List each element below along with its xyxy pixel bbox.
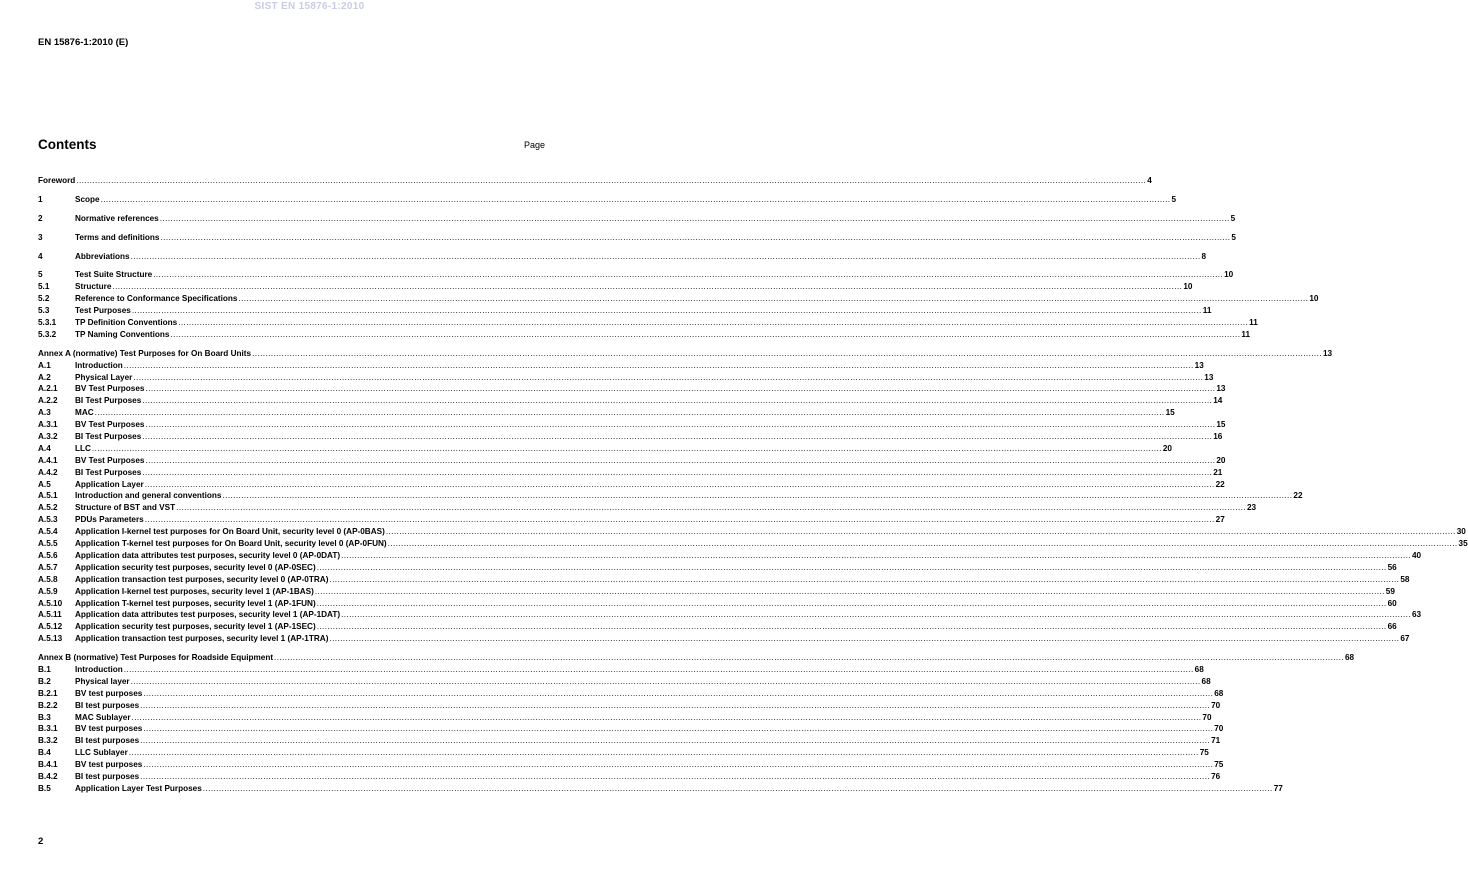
dot-leader: ................................................................................................................................................................................................................................................................................................................................................................................................................ (142, 432, 1213, 442)
toc-entry-page: 10 (1309, 294, 1319, 304)
toc-entry-page: 11 (1249, 318, 1258, 328)
toc-entry-number: A.5.3 (38, 515, 58, 525)
dot-leader: ................................................................................................................................................................................................................................................................................................................................................................................................................ (316, 562, 1387, 572)
toc-entry[interactable] (38, 526, 1466, 538)
toc-entry-page: 75 (1214, 760, 1224, 770)
toc-entry-page: 56 (1387, 562, 1397, 572)
toc-entry-title[interactable]: Test Purposes (75, 306, 131, 316)
toc-entry[interactable] (38, 621, 1397, 633)
toc-entry-title[interactable]: BV test purposes (75, 688, 143, 698)
toc-entry-title[interactable]: BI test purposes (75, 736, 140, 746)
toc-entry-page: 70 (1211, 700, 1221, 710)
toc-entry-number: A.5.4 (38, 527, 58, 537)
toc-entry-page: 66 (1387, 622, 1397, 632)
toc-entry-page: 22 (1215, 479, 1225, 489)
toc-entry-page: 13 (1194, 360, 1204, 370)
toc-entry[interactable] (38, 490, 1303, 502)
toc-entry-title[interactable]: MAC Sublayer (75, 712, 131, 722)
dot-leader: ................................................................................................................................................................................................................................................................................................................................................................................................................ (123, 360, 1194, 370)
dot-leader: ................................................................................................................................................................................................................................................................................................................................................................................................................ (252, 348, 1322, 358)
toc-entry-number: 5 (38, 270, 43, 280)
toc-entry[interactable] (38, 783, 1283, 795)
toc-entry[interactable] (38, 759, 1224, 771)
toc-entry-number: A.5.5 (38, 539, 58, 549)
toc-entry[interactable] (38, 652, 1355, 664)
dot-leader: ................................................................................................................................................................................................................................................................................................................................................................................................................ (170, 329, 1241, 339)
toc-entry-title[interactable]: BI Test Purposes (75, 396, 142, 406)
toc-entry[interactable] (38, 609, 1422, 621)
dot-leader: ................................................................................................................................................................................................................................................................................................................................................................................................................ (133, 372, 1204, 382)
toc-entry-number: A.2 (38, 372, 51, 382)
toc-entry-number: A.4.1 (38, 455, 58, 465)
toc-entry-title[interactable]: Annex B (normative) Test Purposes for Roadside Equipment (38, 653, 274, 663)
toc-entry-number: B.4 (38, 748, 51, 758)
toc-entry-page: 67 (1400, 634, 1410, 644)
toc-entry-title[interactable]: MAC (75, 408, 94, 418)
toc-entry-page: 63 (1412, 610, 1422, 620)
table-of-contents (38, 175, 1468, 795)
toc-entry-title[interactable]: Application T-kernel test purposes, security level 1 (AP-1FUN) (75, 598, 316, 608)
dot-leader: ................................................................................................................................................................................................................................................................................................................................................................................................................ (222, 491, 1293, 501)
toc-entry-title[interactable]: Application transaction test purposes, security level 0 (AP-0TRA) (75, 574, 329, 584)
toc-entry-number: A.5.8 (38, 574, 58, 584)
toc-entry-number: A.5.13 (38, 634, 63, 644)
toc-entry-title[interactable]: Application I-kernel test purposes for On Board Unit, security level 0 (AP-0BAS) (75, 527, 385, 537)
toc-entry[interactable] (38, 372, 1214, 384)
toc-entry-page: 15 (1216, 420, 1226, 430)
toc-entry-page: 60 (1387, 598, 1397, 608)
toc-entry-page: 4 (1147, 176, 1152, 185)
toc-entry-number: 4 (38, 251, 43, 261)
toc-entry-title[interactable]: Normative references (75, 213, 159, 223)
toc-entry-page: 35 (1458, 539, 1468, 549)
toc-entry[interactable] (38, 419, 1226, 431)
toc-entry-title[interactable]: Application data attributes test purposes, security level 0 (AP-0DAT) (75, 550, 341, 560)
toc-entry-page: 21 (1213, 467, 1223, 477)
toc-entry[interactable] (38, 562, 1397, 574)
toc-entry[interactable] (38, 538, 1468, 550)
page-title: Contents (38, 137, 97, 152)
toc-entry[interactable] (38, 688, 1224, 700)
toc-entry-page: 68 (1214, 688, 1224, 698)
toc-entry-page: 5 (1171, 194, 1177, 204)
dot-leader: ................................................................................................................................................................................................................................................................................................................................................................................................................ (316, 598, 1387, 608)
toc-entry-title[interactable]: Application transaction test purposes, security level 1 (AP-1TRA) (75, 634, 329, 644)
toc-entry-number: 5.3.2 (38, 329, 57, 339)
dot-leader: ................................................................................................................................................................................................................................................................................................................................................................................................................ (140, 700, 1211, 710)
toc-entry-number: A.2.2 (38, 396, 58, 406)
toc-entry-title[interactable]: PDUs Parameters (75, 515, 144, 525)
dot-leader: ................................................................................................................................................................................................................................................................................................................................................................................................................ (238, 294, 1309, 304)
toc-entry-number: A.5.2 (38, 503, 58, 513)
toc-entry[interactable] (38, 574, 1410, 586)
toc-entry[interactable] (38, 455, 1226, 467)
toc-entry-title[interactable]: BV Test Purposes (75, 384, 145, 394)
toc-entry-number: A.5.7 (38, 562, 58, 572)
toc-entry-title[interactable]: Application Layer (75, 479, 144, 489)
toc-entry-number: A.5.1 (38, 491, 58, 501)
toc-entry-title[interactable]: Physical layer (75, 676, 130, 686)
toc-entry-page: 8 (1201, 251, 1207, 261)
dot-leader: ................................................................................................................................................................................................................................................................................................................................................................................................................ (176, 503, 1246, 513)
toc-entry-title[interactable]: Structure (75, 282, 112, 292)
toc-entry-number: B.2.2 (38, 700, 58, 710)
toc-entry[interactable] (38, 360, 1204, 372)
toc-entry-page: 14 (1213, 396, 1223, 406)
dot-leader: ................................................................................................................................................................................................................................................................................................................................................................................................................ (143, 688, 1214, 698)
dot-leader: ................................................................................................................................................................................................................................................................................................................................................................................................................ (128, 748, 1199, 758)
toc-entry[interactable] (38, 232, 1236, 244)
toc-entry-title[interactable]: TP Definition Conventions (75, 318, 178, 328)
toc-entry-title[interactable]: Reference to Conformance Specifications (75, 294, 238, 304)
toc-entry-page: 23 (1246, 503, 1257, 513)
toc-entry-title[interactable]: BV test purposes (75, 760, 143, 770)
dot-leader: ................................................................................................................................................................................................................................................................................................................................................................................................................ (341, 550, 1411, 560)
toc-entry[interactable] (38, 443, 1172, 455)
toc-entry-page: 16 (1213, 432, 1223, 442)
toc-entry-title[interactable]: BI test purposes (75, 700, 140, 710)
toc-entry-title[interactable]: Structure of BST and VST (75, 503, 176, 513)
toc-entry[interactable] (38, 293, 1319, 305)
toc-entry-page: 22 (1293, 491, 1303, 501)
toc-entry[interactable] (38, 269, 1234, 281)
toc-entry[interactable] (38, 467, 1223, 479)
dot-leader: ................................................................................................................................................................................................................................................................................................................................................................................................................ (329, 634, 1400, 644)
toc-entry-page: 68 (1201, 676, 1211, 686)
toc-entry-title[interactable]: BV Test Purposes (75, 455, 145, 465)
dot-leader: ................................................................................................................................................................................................................................................................................................................................................................................................................ (341, 610, 1411, 620)
toc-entry-page: 71 (1211, 736, 1221, 746)
dot-leader: ................................................................................................................................................................................................................................................................................................................................................................................................................ (145, 455, 1216, 465)
document-header: EN 15876-1:2010 (E) (38, 37, 129, 48)
toc-entry-number: 5.1 (38, 282, 50, 292)
toc-entry[interactable] (38, 305, 1212, 317)
toc-entry-page: 20 (1162, 443, 1172, 453)
toc-entry-number: B.3.1 (38, 724, 58, 734)
toc-entry-page: 20 (1216, 455, 1226, 465)
toc-entry-number: A.5.9 (38, 586, 58, 596)
dot-leader: ................................................................................................................................................................................................................................................................................................................................................................................................................ (131, 712, 1202, 722)
dot-leader: ................................................................................................................................................................................................................................................................................................................................................................................................................ (91, 443, 1162, 453)
toc-entry-title[interactable]: TP Naming Conventions (75, 329, 170, 339)
toc-entry-page: 77 (1273, 783, 1283, 793)
toc-entry[interactable] (38, 771, 1221, 783)
toc-entry[interactable] (38, 281, 1193, 293)
toc-entry-number: 5.3.1 (38, 318, 57, 328)
dot-leader: ................................................................................................................................................................................................................................................................................................................................................................................................................ (142, 467, 1213, 477)
toc-entry-number: A.5 (38, 479, 51, 489)
dot-leader: ................................................................................................................................................................................................................................................................................................................................................................................................................ (143, 760, 1214, 770)
toc-entry[interactable] (38, 598, 1397, 610)
toc-entry-number: A.3.1 (38, 420, 58, 430)
toc-entry-title[interactable]: LLC (75, 443, 91, 453)
toc-entry-number: A.4.2 (38, 467, 58, 477)
dot-leader: ................................................................................................................................................................................................................................................................................................................................................................................................................ (145, 420, 1216, 430)
dot-leader: ................................................................................................................................................................................................................................................................................................................................................................................................................ (145, 384, 1216, 394)
watermark: SIST EN 15876-1:2010 (254, 1, 365, 12)
toc-entry-title[interactable]: Application security test purposes, security level 1 (AP-1SEC) (75, 622, 316, 632)
dot-leader: ................................................................................................................................................................................................................................................................................................................................................................................................................ (144, 479, 1215, 489)
toc-entry-title[interactable]: Physical Layer (75, 372, 133, 382)
toc-entry-title[interactable]: Terms and definitions (75, 232, 160, 242)
dot-leader: ................................................................................................................................................................................................................................................................................................................................................................................................................ (142, 396, 1213, 406)
toc-entry-number: 3 (38, 232, 43, 242)
dot-leader: ................................................................................................................................................................................................................................................................................................................................................................................................................ (387, 539, 1458, 549)
dot-leader: ................................................................................................................................................................................................................................................................................................................................................................................................................ (329, 574, 1400, 584)
dot-leader: ................................................................................................................................................................................................................................................................................................................................................................................................................ (159, 213, 1230, 223)
dot-leader: ................................................................................................................................................................................................................................................................................................................................................................................................................ (130, 676, 1201, 686)
toc-entry-number: B.2 (38, 676, 51, 686)
toc-entry[interactable] (38, 514, 1225, 526)
toc-entry-title[interactable]: Test Suite Structure (75, 270, 153, 280)
dot-leader: ................................................................................................................................................................................................................................................................................................................................................................................................................ (140, 771, 1211, 781)
dot-leader: ................................................................................................................................................................................................................................................................................................................................................................................................................ (178, 318, 1249, 328)
toc-entry-title[interactable]: LLC Sublayer (75, 748, 128, 758)
dot-leader: ................................................................................................................................................................................................................................................................................................................................................................................................................ (316, 622, 1387, 632)
toc-entry-page: 13 (1322, 348, 1333, 358)
dot-leader: ................................................................................................................................................................................................................................................................................................................................................................................................................ (130, 251, 1201, 261)
toc-entry-title[interactable]: BI Test Purposes (75, 432, 142, 442)
toc-entry-number: 5.2 (38, 294, 50, 304)
toc-entry-title[interactable]: Application I-kernel test purposes, security level 1 (AP-1BAS) (75, 586, 314, 596)
toc-entry[interactable] (38, 383, 1226, 395)
toc-entry[interactable] (38, 735, 1221, 747)
toc-entry[interactable] (38, 664, 1204, 676)
toc-entry-number: A.3.2 (38, 432, 58, 442)
toc-entry-title[interactable]: Scope (75, 194, 100, 204)
toc-entry-number: B.3 (38, 712, 51, 722)
toc-entry-title[interactable]: Application Layer Test Purposes (75, 783, 202, 793)
toc-entry[interactable] (38, 348, 1333, 360)
page-column-label: Page (523, 140, 545, 150)
toc-entry[interactable] (38, 251, 1207, 263)
toc-entry-number: A.5.12 (38, 622, 63, 632)
toc-entry[interactable] (38, 586, 1395, 598)
toc-entry-title[interactable]: Abbreviations (75, 251, 130, 261)
toc-entry-number: A.5.6 (38, 550, 58, 560)
toc-entry[interactable] (38, 329, 1251, 341)
toc-entry-page: 30 (1456, 527, 1466, 537)
toc-entry-number: B.2.1 (38, 688, 58, 698)
dot-leader: ................................................................................................................................................................................................................................................................................................................................................................................................................ (123, 664, 1194, 674)
toc-entry[interactable] (38, 395, 1223, 407)
toc-entry-number: 5.3 (38, 306, 50, 316)
toc-entry-number: B.1 (38, 664, 51, 674)
toc-entry-number: B.5 (38, 783, 51, 793)
page-number: 2 (38, 836, 44, 847)
toc-entry[interactable] (38, 407, 1175, 419)
dot-leader: ................................................................................................................................................................................................................................................................................................................................................................................................................ (202, 783, 1273, 793)
toc-entry[interactable] (38, 431, 1223, 443)
dot-leader: ................................................................................................................................................................................................................................................................................................................................................................................................................ (94, 408, 1165, 418)
toc-entry-number: B.4.2 (38, 771, 58, 781)
toc-entry-number: B.3.2 (38, 736, 58, 746)
toc-entry-number: A.2.1 (38, 384, 58, 394)
toc-entry[interactable] (38, 502, 1257, 514)
dot-leader: ................................................................................................................................................................................................................................................................................................................................................................................................................ (112, 282, 1183, 292)
toc-entry-page: 5 (1231, 232, 1236, 242)
dot-leader: ................................................................................................................................................................................................................................................................................................................................................................................................................ (153, 270, 1224, 280)
toc-entry[interactable] (38, 700, 1221, 712)
toc-entry-page: 68 (1194, 664, 1204, 674)
toc-entry-page: 13 (1216, 384, 1226, 394)
toc-entry-page: 58 (1400, 574, 1410, 584)
toc-entry-page: 76 (1211, 771, 1221, 781)
dot-leader: ................................................................................................................................................................................................................................................................................................................................................................................................................ (385, 527, 1456, 537)
toc-entry-page: 5 (1230, 213, 1236, 223)
dot-leader: ................................................................................................................................................................................................................................................................................................................................................................................................................ (140, 736, 1211, 746)
dot-leader: ................................................................................................................................................................................................................................................................................................................................................................................................................ (143, 724, 1214, 734)
toc-entry[interactable] (38, 175, 1152, 187)
toc-entry-number: A.5.11 (38, 610, 62, 620)
toc-entry-number: 1 (38, 194, 43, 204)
toc-entry[interactable] (38, 194, 1177, 206)
toc-entry-number: A.5.10 (38, 598, 63, 608)
toc-entry-number: 2 (38, 213, 43, 223)
toc-entry-number: B.4.1 (38, 760, 58, 770)
toc-entry-number: A.3 (38, 408, 51, 418)
toc-entry-page: 70 (1202, 712, 1212, 722)
dot-leader: ................................................................................................................................................................................................................................................................................................................................................................................................................ (100, 194, 1171, 204)
toc-entry-title[interactable]: Foreword (38, 176, 76, 185)
toc-entry-page: 10 (1224, 270, 1234, 280)
toc-entry[interactable] (38, 676, 1211, 688)
toc-entry-title[interactable]: Application data attributes test purposes, security level 1 (AP-1DAT) (75, 610, 341, 620)
dot-leader: ................................................................................................................................................................................................................................................................................................................................................................................................................ (144, 515, 1215, 525)
toc-entry-page: 40 (1412, 550, 1422, 560)
toc-entry-title[interactable]: Application security test purposes, security level 0 (AP-0SEC) (75, 562, 316, 572)
dot-leader: ................................................................................................................................................................................................................................................................................................................................................................................................................ (314, 586, 1385, 596)
toc-entry-title[interactable]: BI test purposes (75, 771, 140, 781)
toc-entry[interactable] (38, 723, 1224, 735)
toc-entry-title[interactable]: BV test purposes (75, 724, 143, 734)
toc-entry-title[interactable]: Introduction and general conventions (75, 491, 222, 501)
toc-entry-page: 75 (1199, 748, 1209, 758)
dot-leader: ................................................................................................................................................................................................................................................................................................................................................................................................................ (160, 232, 1231, 242)
toc-entry-title[interactable]: Application T-kernel test purposes for On Board Unit, security level 0 (AP-0FUN) (75, 539, 387, 549)
toc-entry-number: A.4 (38, 443, 51, 453)
toc-entry[interactable] (38, 550, 1422, 562)
toc-entry-title[interactable]: Introduction (75, 664, 123, 674)
dot-leader: ................................................................................................................................................................................................................................................................................................................................................................................................................ (131, 306, 1202, 316)
toc-entry-page: 11 (1202, 306, 1212, 316)
toc-entry-page: 13 (1204, 372, 1214, 382)
toc-entry[interactable] (38, 479, 1225, 491)
toc-entry-page: 70 (1214, 724, 1224, 734)
toc-entry[interactable] (38, 213, 1236, 225)
toc-entry[interactable] (38, 317, 1258, 329)
toc-entry-page: 11 (1241, 329, 1251, 339)
toc-entry-page: 27 (1215, 515, 1225, 525)
toc-entry-title[interactable]: Annex A (normative) Test Purposes for On Board Units (38, 348, 252, 358)
toc-entry-title[interactable]: BV Test Purposes (75, 420, 145, 430)
toc-entry[interactable] (38, 712, 1212, 724)
toc-entry-page: 15 (1165, 408, 1175, 418)
toc-entry-title[interactable]: Introduction (75, 360, 123, 370)
dot-leader: ................................................................................................................................................................................................................................................................................................................................................................................................................ (274, 653, 1344, 663)
toc-entry-page: 10 (1183, 282, 1193, 292)
toc-entry[interactable] (38, 747, 1209, 759)
toc-entry[interactable] (38, 633, 1410, 645)
dot-leader: ................................................................................................................................................................................................................................................................................................................................................................................................................ (76, 176, 1147, 185)
toc-entry-page: 68 (1344, 653, 1355, 663)
toc-entry-number: A.1 (38, 360, 51, 370)
toc-entry-page: 59 (1385, 586, 1395, 596)
toc-entry-title[interactable]: BI Test Purposes (75, 467, 142, 477)
